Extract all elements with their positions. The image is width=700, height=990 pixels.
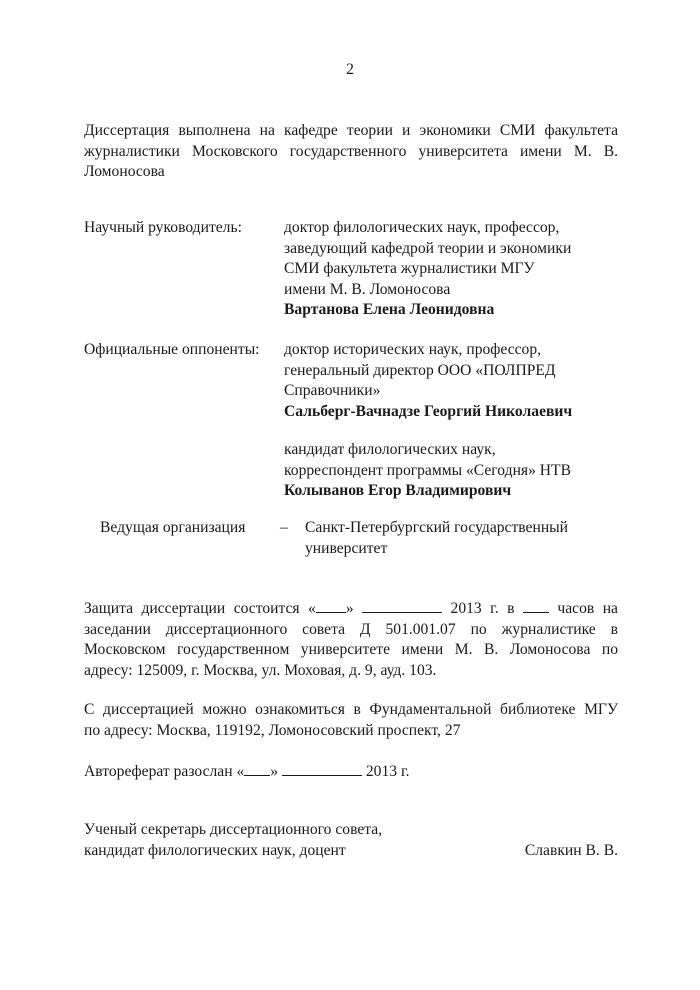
page-number: 2: [346, 61, 354, 78]
supervisor-label: Научный руководитель:: [84, 219, 242, 236]
sent-month-blank: [282, 761, 362, 776]
supervisor-line: доктор филологических наук, профессор,: [284, 219, 560, 236]
defense-line: адресу: 125009, г. Москва, ул. Моховая, д. 9, ауд. 103.: [84, 661, 437, 679]
sent-day-blank: [244, 761, 270, 776]
secretary-name: Славкин В. В.: [524, 841, 618, 859]
supervisor-name: Вартанова Елена Леонидовна: [284, 301, 495, 318]
supervisor-info: [284, 218, 618, 321]
intro-line: Ломоносова: [84, 163, 165, 180]
defense-line: Московском государственном университете имени М. В. Ломоносова по: [84, 641, 618, 658]
opponent-second-info: [284, 440, 618, 502]
sent-text: 2013 г.: [365, 763, 410, 780]
opponent-line: генеральный директор ООО «ПОЛПРЕД: [284, 361, 556, 379]
defense-text: 2013 г. в: [450, 600, 515, 617]
supervisor-line: заведующий кафедрой теории и экономики: [284, 239, 572, 257]
defense-line: [84, 598, 618, 620]
month-blank: [362, 598, 442, 613]
opponent-line: корреспондент программы «Сегодня» НТВ: [284, 461, 571, 479]
intro-line: Диссертация выполнена на кафедре теории и экономики СМИ факультета: [84, 122, 618, 139]
defense-paragraph: [84, 598, 618, 681]
defense-text: Защита диссертации состоится «: [84, 600, 316, 617]
opponent-line: Справочники»: [284, 382, 381, 399]
intro-paragraph: [84, 121, 618, 183]
lead-organization-name: [305, 518, 625, 559]
sent-text: Автореферат разослан «: [84, 763, 245, 780]
lead-organization-dash: –: [280, 519, 288, 536]
sent-text: »: [270, 763, 279, 780]
opponent-line: кандидат филологических наук,: [284, 441, 496, 458]
intro-line: журналистики Московского государственного университета имени М. В.: [84, 142, 618, 160]
supervisor-line: СМИ факультета журналистики МГУ: [284, 260, 535, 277]
defense-line: заседании диссертационного совета Д 501.001.07 по журналистике в: [84, 620, 618, 638]
opponent-first-info: [284, 340, 618, 422]
library-paragraph: [84, 700, 618, 741]
secretary-section: [84, 820, 618, 861]
opponent-first-name: Сальберг-Вачнадзе Георгий Николаевич: [284, 402, 573, 420]
hour-blank: [523, 598, 549, 613]
day-blank: [316, 598, 346, 613]
supervisor-line: имени М. В. Ломоносова: [284, 280, 451, 298]
lead-organization-label: Ведущая организация: [100, 519, 246, 536]
defense-text: »: [345, 600, 354, 617]
opponents-label: Официальные оппоненты:: [84, 341, 260, 358]
opponent-second-name: Колыванов Егор Владимирович: [284, 482, 512, 499]
secretary-degree: кандидат филологических наук, доцент: [84, 841, 346, 859]
lead-organization-line: Санкт-Петербургский государственный: [305, 519, 568, 536]
library-line: С диссертацией можно ознакомиться в Фундаментальной библиотеке МГУ: [84, 701, 618, 718]
defense-text: часов на: [557, 600, 618, 617]
opponent-line: доктор исторических наук, профессор,: [284, 341, 542, 358]
lead-organization-line: университет: [305, 539, 388, 557]
abstract-sent-line: [84, 761, 618, 783]
library-line: по адресу: Москва, 119192, Ломоносовский проспект, 27: [84, 721, 461, 739]
secretary-title: Ученый секретарь диссертационного совета,: [84, 821, 383, 838]
